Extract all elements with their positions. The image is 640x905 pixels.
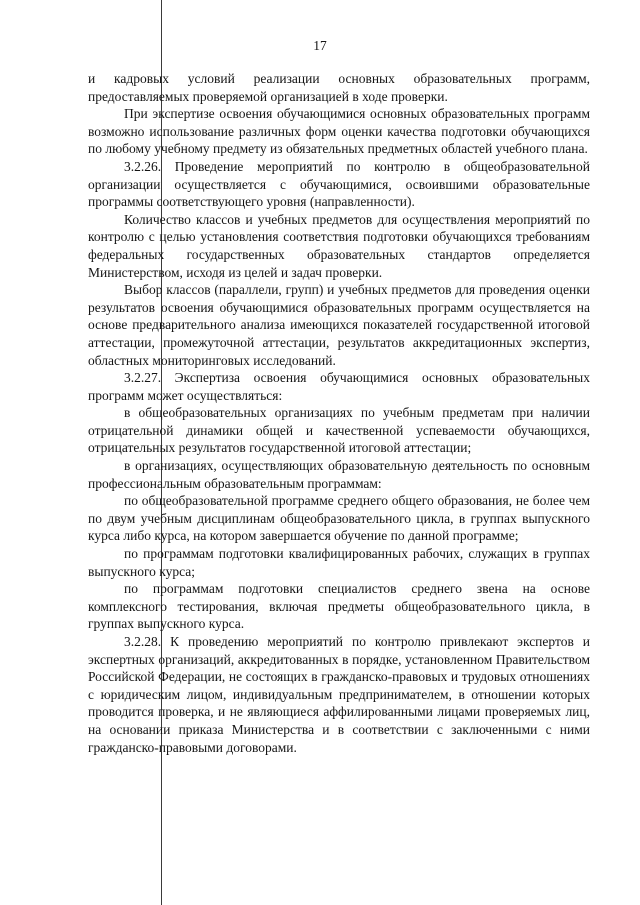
paragraph-3-2-26: 3.2.26. Проведение мероприятий по контролю в общеобразовательной организации осуществляется с обучающимися, освоившими образовательные программы соответствующего уровня (направленности). xyxy=(88,158,590,210)
paragraph-general-education-orgs: в общеобразовательных организациях по учебным предметам при наличии отрицательной динамики общей и качественной успеваемости обучающихся, отрицательных результатов государственной итоговой аттестации; xyxy=(88,405,590,456)
paragraph-3-2-28: 3.2.28. К проведению мероприятий по контролю привлекают экспертов и экспертных организаций, аккредитованных в порядке, установленном Правительством Российской Федерации, не состоящих в гражданско-правовых и трудовых отношениях с юридическим лицом, индивидуальным предпринимателем, в отношении которых проводится проверка, и не являющиеся аффилированными лицами проверяемых лиц, на основании приказа Министерства и в соответствии с заключенными с ними гражданско-правовыми договорами. xyxy=(88,634,590,755)
page-number: 17 xyxy=(313,38,327,53)
paragraph-continuation: и кадровых условий реализации основных образовательных программ, предоставляемых проверяемой организацией в ходе проверки. xyxy=(88,71,590,104)
paragraph-class-count: Количество классов и учебных предметов для осуществления мероприятий по контролю с целью установления соответствия подготовки обучающихся требованиям федеральных государственных образовательных стандартов определяется Министерством, исходя из целей и задач проверки. xyxy=(88,211,590,280)
document-body xyxy=(88,70,590,756)
paragraph-secondary-general-program: по общеобразовательной программе среднего общего образования, не более чем по двум учебным дисциплинам общеобразовательного цикла, в группах выпускного курса либо курса, на котором завершается обучение по данной программе; xyxy=(88,493,590,544)
paragraph-professional-orgs: в организациях, осуществляющих образовательную деятельность по основным профессиональным образовательным программам: xyxy=(88,458,590,491)
paragraph-class-selection: Выбор классов (параллели, групп) и учебных предметов для проведения оценки результатов освоения обучающимися образовательных программ осуществляется на основе предварительного анализа имеющихся показателей государственной итоговой аттестации, промежуточной аттестации, результатов аккредитационных экспертиз, областных мониторинговых исследований. xyxy=(88,282,590,368)
paragraph-3-2-27: 3.2.27. Экспертиза освоения обучающимися основных образовательных программ может осуществляться: xyxy=(88,370,590,403)
paragraph-mid-level-specialists-program: по программам подготовки специалистов среднего звена на основе комплексного тестирования, включая предметы общеобразовательного цикла, в группах выпускного курса. xyxy=(88,581,590,632)
paragraph-expertise-forms: При экспертизе освоения обучающимися основных образовательных программ возможно использование различных форм оценки качества подготовки обучающихся по любому учебному предмету из обязательных предметных областей учебного плана. xyxy=(88,106,590,157)
paragraph-qualified-workers-program: по программам подготовки квалифицированных рабочих, служащих в группах выпускного курса; xyxy=(88,546,590,579)
